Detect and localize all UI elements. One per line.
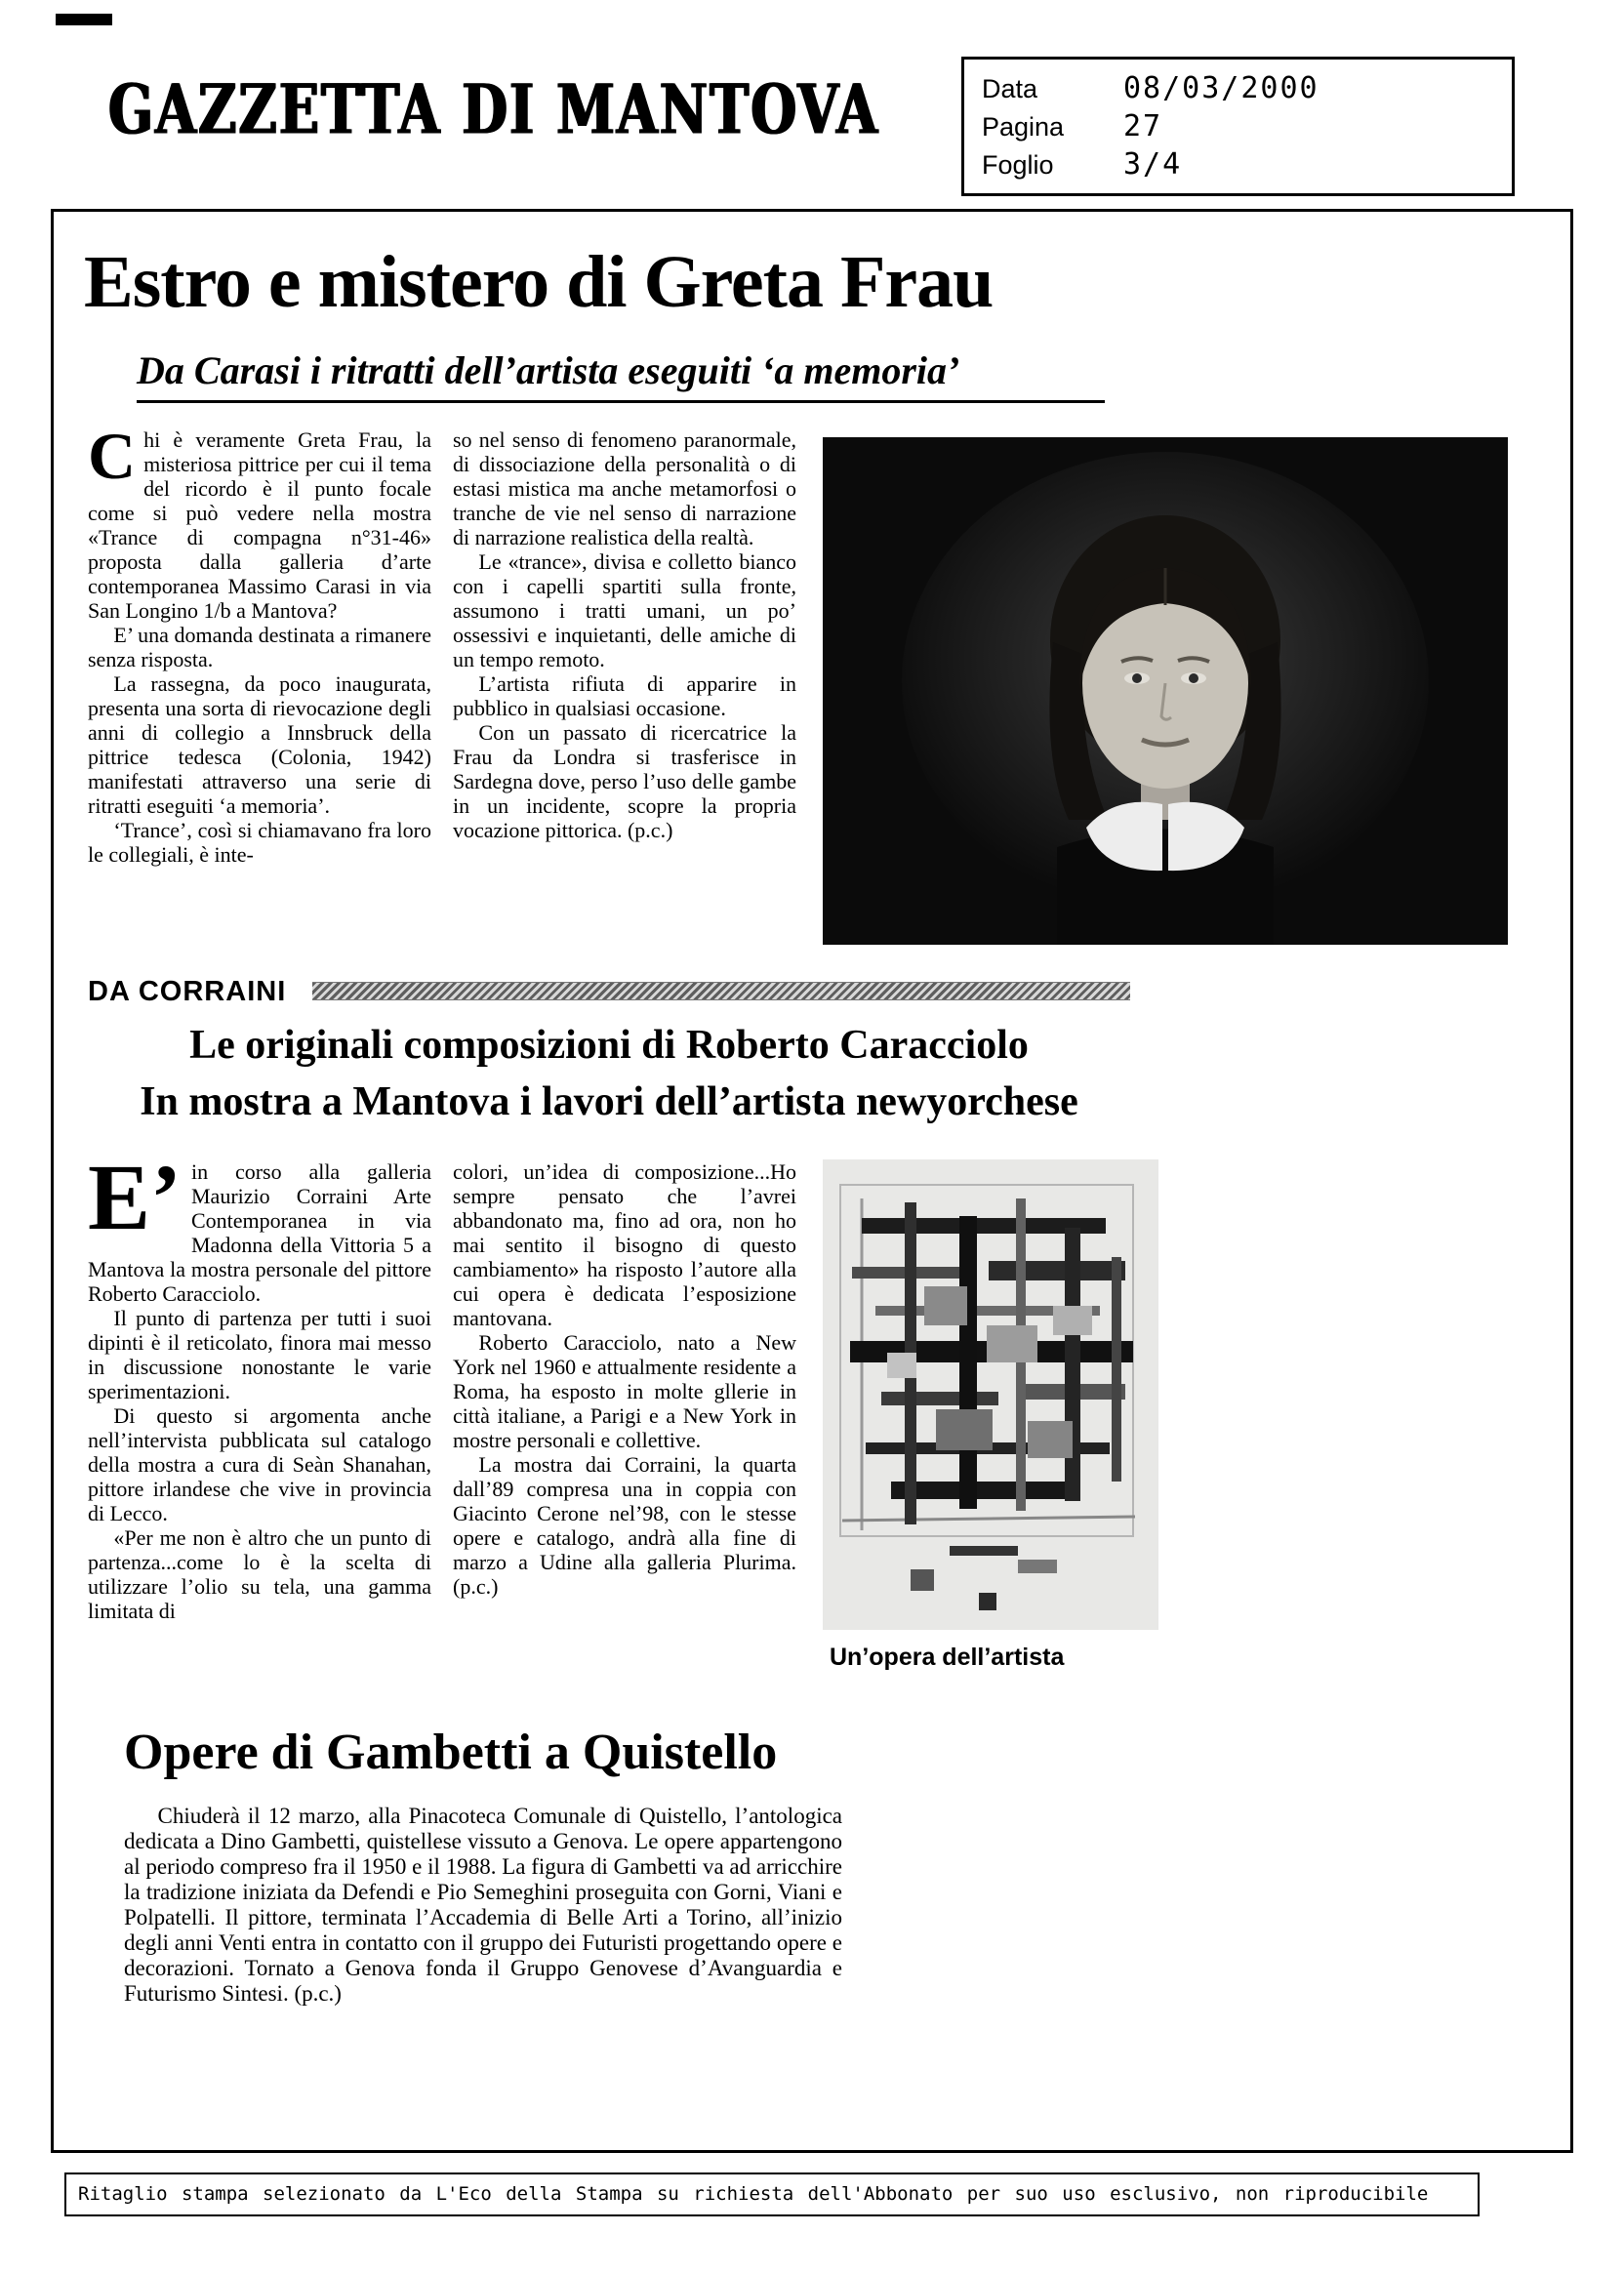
artwork-photo [823,1159,1158,1630]
abstract-artwork-graphic [823,1159,1158,1630]
meta-row-pagina [982,109,1494,143]
artwork-caption: Un’opera dell’artista [830,1644,1065,1671]
paragraph: colori, un’idea di composizione...Ho sempre pensato che l’avrei abbandonato ma, fino ad ora, non ho mai sentito il bisogno di questo cambiamento» ha risposto l’autore alla cui opera è dedicata l’esposizione mantovana. [453,1159,796,1330]
paragraph: Roberto Caracciolo, nato a New York nel 1960 e attualmente residente a Roma, ha esposto in molte gllerie in città italiane, a Parigi e a New York in mostre personali e collettive. [453,1330,796,1452]
article3-headline: Opere di Gambetti a Quistello [124,1725,778,1780]
article2-column-2 [453,1159,796,1599]
paragraph [88,1145,431,1306]
article1-headline: Estro e mistero di Greta Frau [84,241,994,323]
article2-headline [88,1017,1130,1130]
paragraph: Di questo si argomenta anche nell’intervista pubblicata sul catalogo della mostra a cura di Seàn Shanahan, pittore irlandese che vive in provincia di Lecco. [88,1403,431,1525]
article3-body [124,1804,842,2007]
meta-label-data: Data [982,74,1038,103]
portrait-photo-graphic [823,437,1508,945]
paragraph-text: hi è veramente Greta Frau, la misteriosa pittrice per cui il tema del ricordo è il punto focale come si può vedere nella mostra «Trance di compagna n°31-46» proposta dalla galleria d’arte contemporanea Massimo Carasi in via San Longino 1/b a Mantova? [88,427,431,623]
paragraph [88,419,431,623]
paragraph-text: in corso alla galleria Maurizio Corraini Arte Contemporanea in via Madonna della Vittoria 5 a Mantova la mostra personale del pittore Roberto Caracciolo. [88,1159,431,1306]
drop-cap: C [88,419,137,493]
masthead-title: GAZZETTA DI MANTOVA [107,68,878,150]
article1-column-2 [453,427,796,842]
article1-subtitle: Da Carasi i ritratti dell’artista eseguiti ‘a memoria’ [137,348,960,392]
paragraph: «Per me non è altro che un punto di partenza...come lo è la scelta di utilizzare l’olio su tela, una gamma limitata di [88,1525,431,1623]
paragraph: so nel senso di fenomeno paranormale, di dissociazione della personalità o di estasi mistica ma anche metamorfosi o tranche de vie nel senso di narrazione di narrazione realistica della realtà. [453,427,796,549]
clipping-meta-box [961,57,1515,196]
article2-headline-line2: In mostra a Mantova i lavori dell’artista newyorchese [140,1079,1078,1124]
meta-value-pagina: 27 [1123,109,1163,143]
paragraph: Con un passato di ricercatrice la Frau da Londra si trasferisce in Sardegna dove, perso l’uso delle gambe in un incidente, scopre la propria vocazione pittorica. (p.c.) [453,720,796,842]
greta-frau-portrait-photo [823,437,1508,945]
paragraph: Chiuderà il 12 marzo, alla Pinacoteca Comunale di Quistello, l’antologica dedicata a Dino Gambetti, quistellese vissuto a Genova. Le opere appartengono al periodo compreso fra il 1950 e il 1988. La figura di Gambetti va ad arricchire la tradizione iniziata da Defendi e Pio Semeghini proseguita con Gorni, Viani e Polpatelli. Il pittore, terminata l’Accademia di Belle Arti a Torino, all’inizio degli anni Venti entra in contatto con il gruppo dei Futuristi progettando opere e decorazioni. Tornato a Genova fonda il Gruppo Genovese d’Avanguardia e Futurismo Sintesi. (p.c.) [124,1804,842,2006]
article2-headline-line1: Le originali composizioni di Roberto Caracciolo [189,1023,1029,1068]
article2-column-1 [88,1145,431,1623]
paragraph: La mostra dai Corraini, la quarta dall’89 compresa una in coppia con Giacinto Cerone nel’98, con le stesse opere e catalogo, andrà alla fine di marzo a Udine alla galleria Plurima. (p.c.) [453,1452,796,1599]
paragraph: Le «trance», divisa e colletto bianco con i capelli spartiti sulla fronte, assumono i tratti umani, un po’ ossessivi e inquietanti, delle amiche di un tempo remoto. [453,549,796,671]
meta-label-foglio: Foglio [982,150,1054,180]
meta-row-data [982,71,1494,105]
meta-value-data: 08/03/2000 [1123,71,1320,105]
section-label-da-corraini: DA CORRAINI [88,976,287,1007]
paragraph: ‘Trance’, così si chiamavano fra loro le collegiali, è inte- [88,818,431,867]
section-divider-hatched-bar [312,982,1130,1000]
meta-row-foglio [982,147,1494,182]
scan-artifact [56,14,112,25]
meta-label-pagina: Pagina [982,112,1065,142]
paragraph: Il punto di partenza per tutti i suoi dipinti è il reticolato, finora mai messo in discussione nonostante le varie sperimentazioni. [88,1306,431,1403]
paragraph: L’artista rifiuta di apparire in pubblico in qualsiasi occasione. [453,671,796,720]
paragraph: E’ una domanda destinata a rimanere senza risposta. [88,623,431,671]
press-clipping-footer: Ritaglio stampa selezionato da L'Eco della Stampa su richiesta dell'Abbonato per suo uso esclusivo, non riproducibile [64,2172,1480,2216]
drop-cap: E’ [88,1145,182,1249]
article1-column-1 [88,419,431,867]
meta-value-foglio: 3/4 [1123,147,1183,182]
article1-subtitle-rule [137,400,1105,403]
paragraph: La rassegna, da poco inaugurata, presenta una sorta di rievocazione degli anni di collegio a Innsbruck della pittrice tedesca (Colonia, 1942) manifestati attraverso una serie di ritratti eseguiti ‘a memoria’. [88,671,431,818]
